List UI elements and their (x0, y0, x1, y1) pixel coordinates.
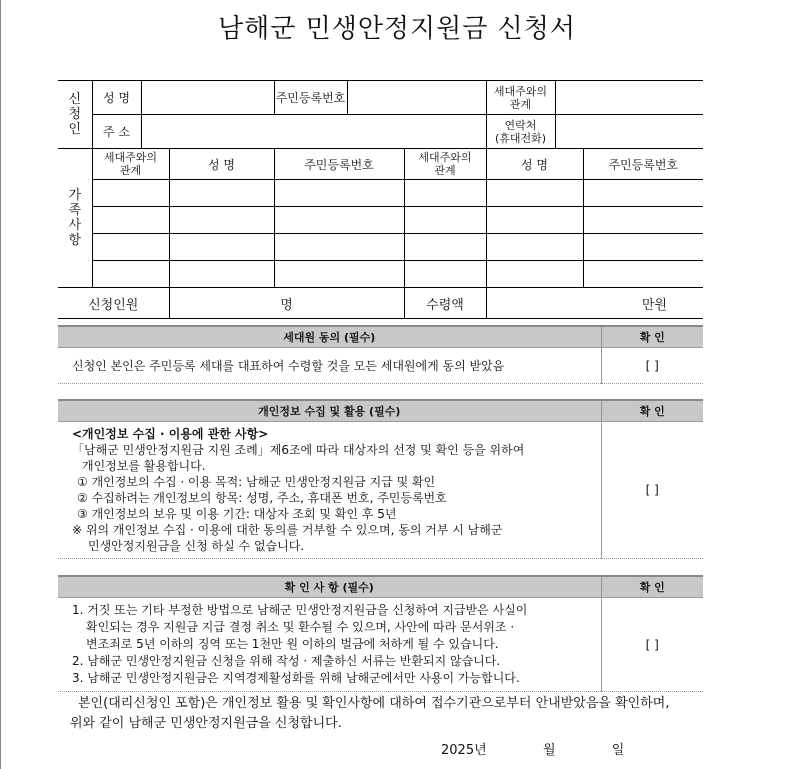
consent-header: 세대원 동의 (필수) (58, 326, 601, 348)
family-cell[interactable] (92, 234, 169, 261)
privacy-header: 개인정보 수집 및 활용 (필수) (58, 400, 601, 422)
family-cell[interactable] (92, 261, 169, 288)
date-day[interactable]: 일 (611, 743, 625, 758)
applicant-rrn-label: 주민등록번호 (275, 81, 348, 114)
date-month[interactable]: 월 (542, 743, 556, 758)
confirm-check-header: 확 인 (601, 576, 703, 598)
family-cell[interactable] (486, 234, 583, 261)
applicant-rrn-field[interactable] (348, 81, 486, 114)
family-cell[interactable] (486, 261, 583, 288)
consent-checkbox[interactable]: [ ] (601, 348, 703, 384)
date-year[interactable]: 2025년 (441, 743, 487, 758)
privacy-body: <개인정보 수집 · 이용에 관한 사항> 「남해군 민생안정지원금 지원 조례」제6조에 따라 대상자의 선정 및 확인 등을 위하여 개인정보를 활용합니다. ① 개인정보의 수집 · 이용 목적: 남해군 민생안정지원금 지급 및 확인 ② 수집하려는 개인정보의 항목: 성명, 주소, 휴대폰 번호, 주민등록번호 ③ 개인정보의 보유 및 이용 기간: 대상자 조회 및 확인 후 5년 ※ 위의 개인정보 수집 · 이용에 대한 동의를 거부할 수 있으며, 동의 거부 시 남해군 민생안정지원금을 신청 하실 수 없습니다. (58, 422, 601, 559)
applicant-name-label: 성 명 (93, 81, 142, 114)
applicant-relation-field[interactable] (556, 81, 704, 114)
family-cell[interactable] (274, 261, 404, 288)
family-cell[interactable] (404, 261, 486, 288)
amount-label: 수령액 (404, 288, 486, 319)
amount-field[interactable] (486, 288, 703, 319)
consent-text: 신청인 본인은 주민등록 세대를 대표하여 수령할 것을 모든 세대원에게 동의 받았음 (58, 348, 601, 384)
applicant-address-label: 주 소 (93, 115, 142, 148)
family-cell[interactable] (486, 180, 583, 207)
confirm-header: 확 인 사 항 (필수) (58, 576, 601, 598)
family-cell[interactable] (274, 180, 404, 207)
family-relation-header-2: 세대주와의 관계 (404, 149, 486, 180)
family-cell[interactable] (404, 234, 486, 261)
confirm-body: 1. 거짓 또는 기타 부정한 방법으로 남해군 민생안정지원금을 신청하여 지급받은 사실이 확인되는 경우 지원금 지급 결정 취소 및 환수될 수 있으며, 사안에 따라 문서위조 · 변조죄로 5년 이하의 징역 또는 1천만 원 이하의 벌금에 처하게 될 수 있습니다. 2. 남해군 민생안정지원금 신청을 위해 작성 · 제출하신 서류는 반환되지 않습니다. 3. 남해군 민생안정지원금은 지역경제활성화를 위해 남해군에서만 사용이 가능합니다. (58, 598, 601, 692)
family-cell[interactable] (486, 207, 583, 234)
family-cell[interactable] (583, 207, 703, 234)
applicant-relation-label: 세대주와의 관계 (487, 81, 556, 114)
applicants-count-label: 신청인원 (58, 288, 169, 319)
privacy-section (58, 399, 703, 559)
persons-unit: 명 (280, 297, 293, 313)
family-relation-header-1: 세대주와의 관계 (92, 149, 169, 180)
family-section-label: 가족사항 (58, 149, 92, 288)
family-rrn-header-2: 주민등록번호 (583, 149, 703, 180)
applicant-address-field[interactable] (142, 115, 486, 148)
consent-section (58, 325, 703, 384)
family-cell[interactable] (169, 261, 274, 288)
applicants-count-field[interactable] (169, 288, 404, 319)
family-cell[interactable] (274, 207, 404, 234)
page-title: 남해군 민생안정지원금 신청서 (217, 14, 577, 44)
applicant-contact-field[interactable] (556, 115, 704, 148)
declaration: 본인(대리신청인 포함)은 개인정보 활용 및 확인사항에 대하여 접수기관으로부터 안내받았음을 확인하며, 위와 같이 남해군 민생안정지원금을 신청합니다. (70, 696, 670, 731)
consent-check-header: 확 인 (601, 326, 703, 348)
privacy-checkbox[interactable]: [ ] (601, 422, 703, 559)
applicant-section-label: 신청인 (58, 81, 92, 149)
application-form-table (58, 80, 703, 319)
family-cell[interactable] (92, 207, 169, 234)
family-cell[interactable] (583, 180, 703, 207)
family-cell[interactable] (274, 234, 404, 261)
family-rrn-header-1: 주민등록번호 (274, 149, 404, 180)
confirm-section (58, 575, 703, 692)
family-cell[interactable] (404, 207, 486, 234)
applicant-name-field[interactable] (142, 81, 274, 114)
family-cell[interactable] (583, 261, 703, 288)
amount-unit: 만원 (641, 297, 667, 313)
family-cell[interactable] (169, 234, 274, 261)
page-left-border (0, 0, 1, 769)
family-cell[interactable] (583, 234, 703, 261)
family-cell[interactable] (169, 180, 274, 207)
privacy-subtitle: <개인정보 수집 · 이용에 관한 사항> (72, 427, 269, 441)
family-cell[interactable] (92, 180, 169, 207)
confirm-checkbox[interactable]: [ ] (601, 598, 703, 692)
date-line (441, 739, 624, 758)
privacy-check-header: 확 인 (601, 400, 703, 422)
family-name-header-1: 성 명 (169, 149, 274, 180)
family-cell[interactable] (169, 207, 274, 234)
applicant-contact-label: 연락처 (휴대전화) (487, 115, 556, 148)
family-name-header-2: 성 명 (486, 149, 583, 180)
family-cell[interactable] (404, 180, 486, 207)
